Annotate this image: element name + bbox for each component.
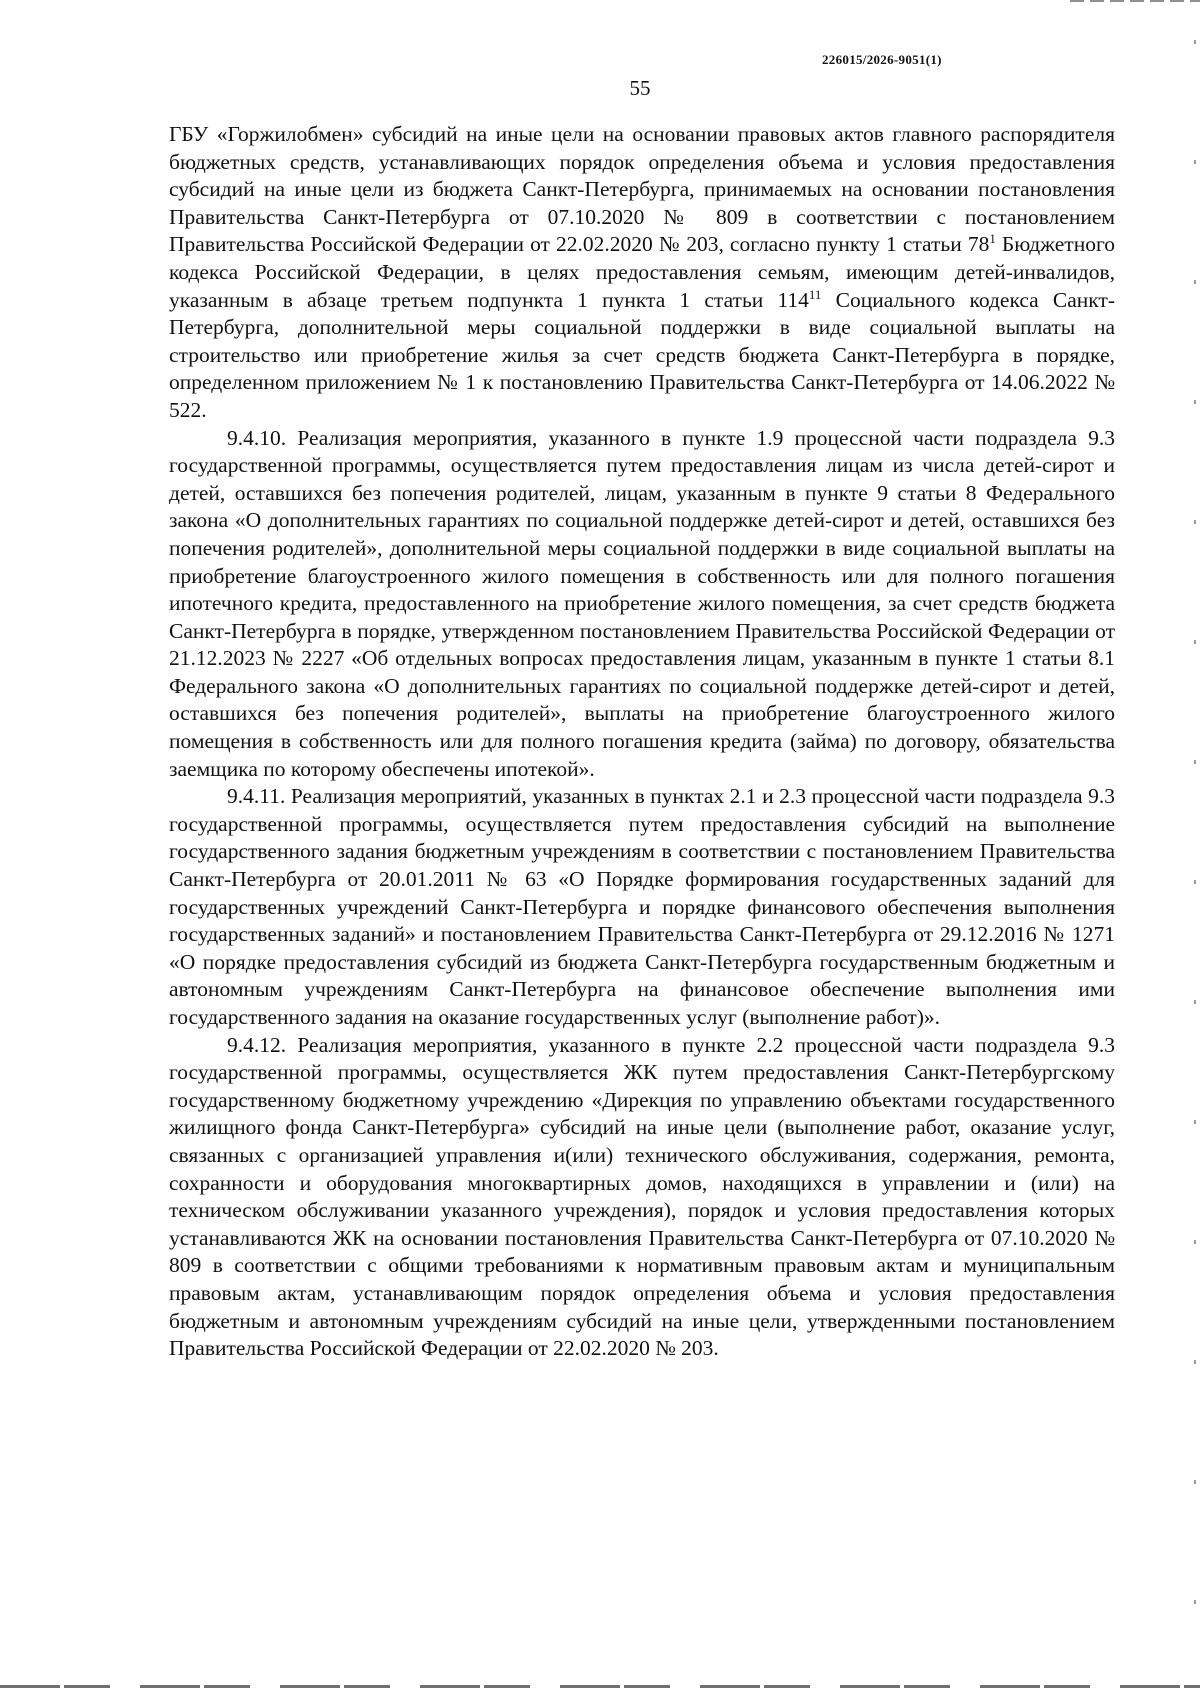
scan-edge-right bbox=[1194, 0, 1196, 1692]
paragraph-text: Социального кодекса Санкт-Петербурга, дополнительной меры социальной поддержки в виде социальной выплаты на строительство или приобретение жилья за счет средств бюджета Санкт-Петербурга в порядке, определенном приложением № 1 к постановлению Правительства Санкт-Петербурга от 14.06.2022 № 522. bbox=[169, 287, 1115, 422]
paragraph-9-4-12: 9.4.12. Реализация мероприятия, указанного в пункте 2.2 процессной части подраздела 9.3 государственной программы, осуществляется ЖК путем предоставления Санкт-Петербургскому государственному бюджетному учреждению «Дирекция по управлению объектами государственного жилищного фонда Санкт-Петербурга» субсидий на иные цели (выполнение работ, оказание услуг, связанных с организацией управления и(или) технического обслуживания, содержания, ремонта, сохранности и оборудования многоквартирных домов, находящихся в управлении и (или) на техническом обслуживании указанного учреждения), порядок и условия предоставления которых устанавливаются ЖК на основании постановления Правительства Санкт-Петербурга от 07.10.2020 № 809 в соответствии с общими требованиями к нормативным правовым актам и муниципальным правовым актам, устанавливающим порядок определения объема и условия предоставления бюджетным и автономным учреждениям субсидий на иные цели, утвержденными постановлением Правительства Российской Федерации от 22.02.2020 № 203. bbox=[169, 1032, 1115, 1361]
paragraph-9-4-10: 9.4.10. Реализация мероприятия, указанного в пункте 1.9 процессной части подраздела 9.3 государственной программы, осуществляется путем предоставления лицам из числа детей-сирот и детей, оставшихся без попечения родителей, лицам, указанным в пункте 9 статьи 8 Федерального закона «О дополнительных гарантиях по социальной поддержке детей-сирот и детей, оставшихся без попечения родителей», дополнительной меры социальной поддержки в виде социальной выплаты на приобретение благоустроенного жилого помещения в собственность или для полного погашения ипотечного кредита, предоставленного на приобретение жилого помещения, за счет средств бюджета Санкт-Петербурга в порядке, утвержденном постановлением Правительства Российской Федерации от 21.12.2023 № 2227 «Об отдельных вопросах предоставления лицам, указанным в пункте 1 статьи 8.1 Федерального закона «О дополнительных гарантиях по социальной поддержке детей-сирот и детей, оставшихся без попечения родителей», выплаты на приобретение благоустроенного жилого помещения в собственность или для полного погашения кредита (займа) по договору, обязательства заемщика по которому обеспечены ипотекой». bbox=[169, 425, 1115, 781]
superscript: 11 bbox=[808, 286, 822, 302]
paragraph-text: Бюджетного кодекса Российской Федерации, в целях предоставления семьям, имеющим детей-инвалидов, указанным в абзаце третьем подпункта 1 пункта 1 статьи 114 bbox=[169, 232, 1115, 312]
paragraph-text: ГБУ «Горжилобмен» субсидий на иные цели на основании правовых актов главного распорядителя бюджетных средств, устанавливающих порядок определения объема и условия предоставления субсидий на иные цели из бюджета Санкт-Петербурга, принимаемых на основании постановления Правительства Санкт-Петербурга от 07.10.2020 № 809 в соответствии с постановлением Правительства Российской Федерации от 22.02.2020 № 203, согласно пункту 1 статьи 78 bbox=[169, 122, 1115, 257]
superscript: 1 bbox=[989, 231, 996, 247]
document-body bbox=[169, 121, 1115, 1363]
document-code: 226015/2026-9051(1) bbox=[822, 52, 942, 67]
paragraph-9-4-11: 9.4.11. Реализация мероприятий, указанных в пунктах 2.1 и 2.3 процессной части подраздела 9.3 государственной программы, осуществляется путем предоставления субсидий на выполнение государственного задания бюджетным учреждениям в соответствии с постановлением Правительства Санкт-Петербурга от 20.01.2011 № 63 «О Порядке формирования государственных заданий для государственных учреждений Санкт-Петербурга и порядке финансового обеспечения выполнения государственных заданий» и постановлением Правительства Санкт-Петербурга от 29.12.2016 № 1271 «О порядке предоставления субсидий из бюджета Санкт-Петербурга государственным бюджетным и автономным учреждениям Санкт-Петербурга на финансовое обеспечение выполнения ими государственного задания на оказание государственных услуг (выполнение работ)». bbox=[169, 784, 1115, 1029]
paragraph-continuation bbox=[169, 121, 1115, 425]
page-number: 55 bbox=[629, 76, 651, 100]
scan-mark-top bbox=[1070, 0, 1200, 2]
scan-edge-bottom bbox=[0, 1685, 1200, 1688]
